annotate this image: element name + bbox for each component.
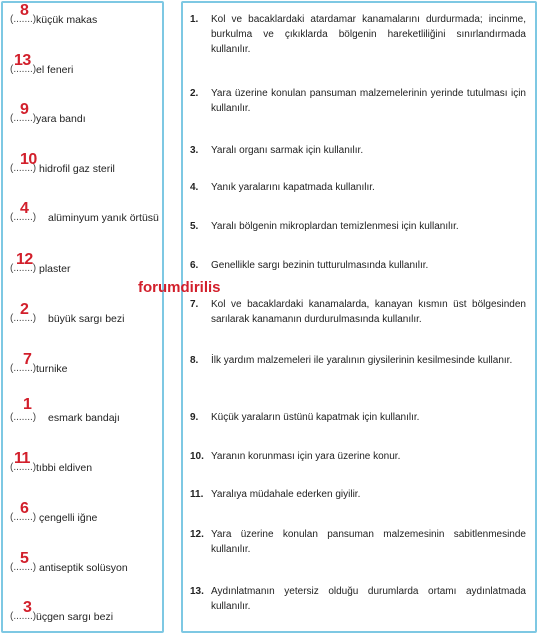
description-text: İlk yardım malzemeleri ile yaralının giysilerinin kesilmesinde kullanır. bbox=[211, 355, 513, 366]
blank-label: (.......) bbox=[10, 14, 37, 25]
description-number: 7. bbox=[190, 299, 199, 310]
answer-number: 11 bbox=[14, 450, 30, 467]
tool-name: tıbbi eldiven bbox=[36, 462, 93, 474]
tool-name: üçgen sargı bezi bbox=[36, 611, 114, 623]
description-item bbox=[190, 584, 526, 614]
description-item bbox=[190, 353, 526, 368]
description-text: Kol ve bacaklardaki kanamalarda, kanayan kısmın üst bölgesinden sarılarak kanamanın durdurulmasında kullanılır. bbox=[211, 299, 526, 325]
answer-number: 10 bbox=[20, 151, 37, 168]
description-item bbox=[190, 219, 526, 234]
answer-number: 8 bbox=[20, 2, 29, 19]
blank-label: (.......) bbox=[10, 212, 37, 223]
blank-label: (.......) bbox=[10, 313, 37, 324]
description-number: 3. bbox=[190, 145, 199, 156]
answer-number: 4 bbox=[20, 200, 29, 217]
tool-row bbox=[10, 251, 160, 277]
description-item bbox=[190, 487, 526, 502]
description-number: 8. bbox=[190, 355, 199, 366]
blank-label: (.......) bbox=[10, 163, 37, 174]
tool-row bbox=[10, 351, 160, 377]
description-number: 12. bbox=[190, 529, 204, 540]
tool-name: hidrofil gaz steril bbox=[39, 163, 115, 175]
blank-label: (.......) bbox=[10, 113, 37, 124]
answer-number: 3 bbox=[23, 599, 32, 616]
description-text: Yaralı organı sarmak için kullanılır. bbox=[211, 145, 364, 156]
description-item bbox=[190, 12, 526, 57]
tool-name: antiseptik solüsyon bbox=[39, 562, 128, 574]
description-text: Küçük yaraların üstünü kapatmak için kullanılır. bbox=[211, 412, 420, 423]
tool-row bbox=[10, 2, 160, 28]
blank-label: (.......) bbox=[10, 512, 37, 523]
blank-label: (.......) bbox=[10, 363, 37, 374]
watermark-text: forumdirilis bbox=[138, 279, 221, 296]
tool-name: yara bandı bbox=[36, 113, 86, 125]
description-text: Yaralı bölgenin mikroplardan temizlenmesi için kullanılır. bbox=[211, 221, 459, 232]
description-number: 11. bbox=[190, 489, 204, 500]
description-item bbox=[190, 527, 526, 557]
tool-row bbox=[10, 500, 160, 526]
tool-row bbox=[10, 301, 160, 327]
description-text: Kol ve bacaklardaki atardamar kanamalarını durdurmada; incinme, burkulma ve çıkıklarda bölgenin hareketliliğini sınırlandırmada kullanılır. bbox=[211, 14, 526, 55]
description-number: 4. bbox=[190, 182, 199, 193]
description-number: 5. bbox=[190, 221, 199, 232]
description-item bbox=[190, 86, 526, 116]
answer-number: 6 bbox=[20, 500, 29, 517]
tool-row bbox=[10, 550, 160, 576]
description-text: Yara üzerine konulan pansuman malzemesinin sabitlenmesinde kullanılır. bbox=[211, 529, 526, 555]
answer-number: 12 bbox=[16, 251, 33, 268]
tool-name: plaster bbox=[39, 263, 71, 275]
blank-label: (.......) bbox=[10, 462, 37, 473]
description-text: Aydınlatmanın yetersiz olduğu durumlarda ortamı aydınlatmada kullanılır. bbox=[211, 586, 526, 612]
blank-label: (.......) bbox=[10, 611, 37, 622]
tool-name: turnike bbox=[36, 363, 68, 375]
answer-number: 7 bbox=[23, 351, 32, 368]
tool-row bbox=[10, 151, 160, 177]
description-number: 1. bbox=[190, 14, 199, 25]
answer-number: 2 bbox=[20, 301, 29, 318]
description-text: Yaranın korunması için yara üzerine konur. bbox=[211, 451, 401, 462]
tool-row bbox=[10, 450, 160, 476]
description-number: 6. bbox=[190, 260, 199, 271]
blank-label: (.......) bbox=[10, 263, 37, 274]
tool-name: el feneri bbox=[36, 64, 74, 76]
description-item bbox=[190, 180, 526, 195]
answer-number: 5 bbox=[20, 550, 29, 567]
tool-name: esmark bandajı bbox=[48, 412, 120, 424]
answer-number: 13 bbox=[14, 52, 31, 69]
description-item bbox=[190, 410, 526, 425]
tool-name: büyük sargı bezi bbox=[48, 313, 125, 325]
description-number: 2. bbox=[190, 88, 199, 99]
description-item bbox=[190, 258, 526, 273]
description-number: 13. bbox=[190, 586, 204, 597]
tool-row bbox=[10, 396, 160, 426]
answer-number: 1 bbox=[23, 396, 32, 413]
description-item bbox=[190, 143, 526, 158]
tool-row bbox=[10, 52, 160, 78]
tool-name: alüminyum yanık örtüsü bbox=[48, 212, 159, 224]
answer-number: 9 bbox=[20, 101, 29, 118]
blank-label: (.......) bbox=[10, 64, 37, 75]
description-text: Yaralıya müdahale ederken giyilir. bbox=[211, 489, 361, 500]
tool-name: çengelli iğne bbox=[39, 512, 98, 524]
description-text: Genellikle sargı bezinin tutturulmasında kullanılır. bbox=[211, 260, 429, 271]
description-number: 9. bbox=[190, 412, 199, 423]
description-item bbox=[190, 449, 526, 464]
description-item bbox=[190, 297, 526, 327]
description-text: Yara üzerine konulan pansuman malzemelerinin yerinde tutulması için kullanılır. bbox=[211, 88, 526, 114]
description-text: Yanık yaralarını kapatmada kullanılır. bbox=[211, 182, 375, 193]
blank-label: (.......) bbox=[10, 562, 37, 573]
tool-row bbox=[10, 200, 160, 226]
tool-row bbox=[10, 101, 160, 127]
blank-label: (.......) bbox=[10, 412, 37, 423]
tool-row bbox=[10, 599, 160, 625]
tool-name: küçük makas bbox=[36, 14, 98, 26]
description-number: 10. bbox=[190, 451, 204, 462]
